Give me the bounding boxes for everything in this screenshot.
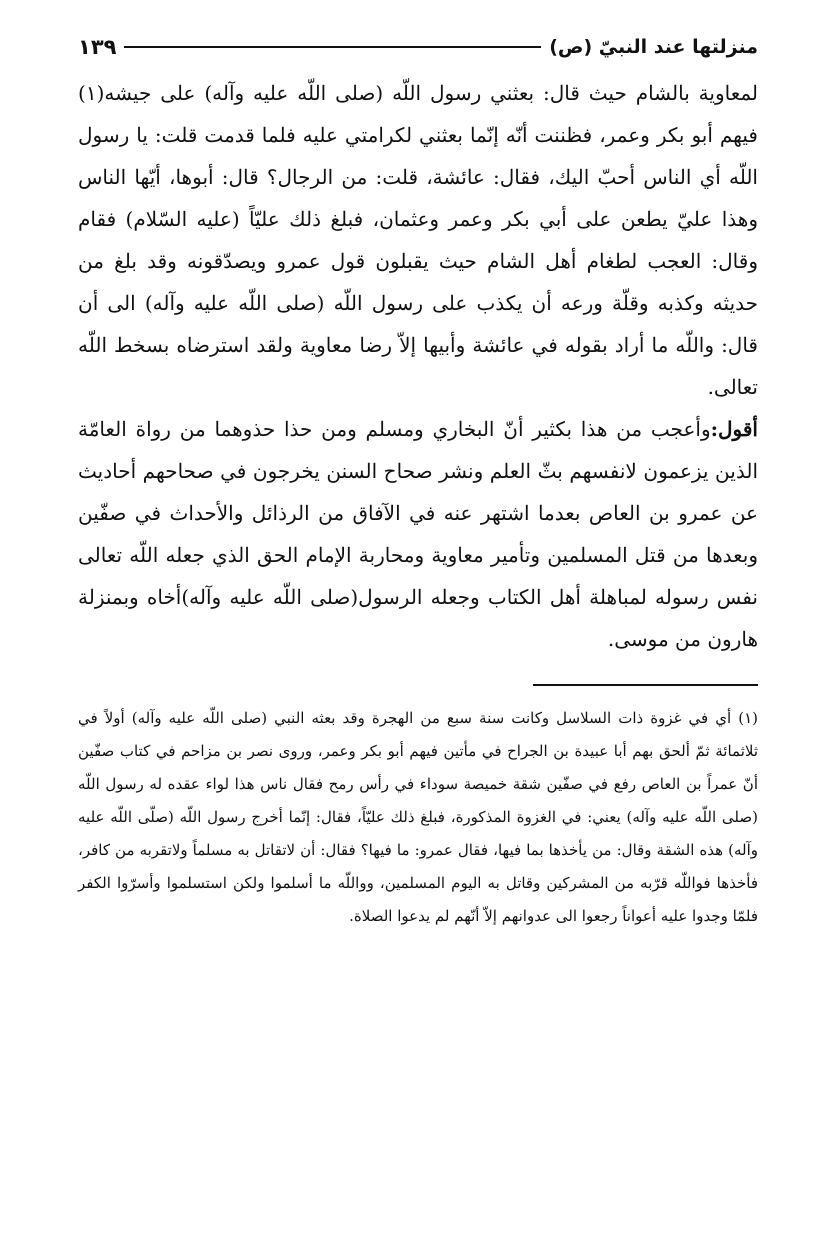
paragraph-2-text: وأعجب من هذا بكثير أنّ البخاري ومسلم ومن حذا حذوهما من رواة العامّة الذين يزعمون لانفسهم بثّ العلم ونشر صحاح السنن يخرجون في صحاحهم أحاديث عن عمرو بن العاص بعدما اشتهر عنه في الآفاق من الرذائل والأحداث في صفّين وبعدها من قتل المسلمين وتأمير معاوية ومحاربة الإمام الحق الذي جعله اللّه تعالى نفس رسوله لمباهلة أهل الكتاب وجعله الرسول(صلى اللّه عليه وآله)أخاه وبمنزلة هارون من موسى. [78,417,758,651]
running-title: منزلتها عند النبيّ (ص) [549,36,758,58]
paragraph-2 [78,408,758,660]
paragraph-2-lead: أقول: [710,417,758,441]
page-number: ١٣٩ [78,35,117,59]
footnotes [78,702,758,933]
book-page [78,30,758,933]
page-header [78,30,758,64]
main-text [78,72,758,660]
footnote-separator [533,684,758,686]
header-rule [124,46,541,48]
paragraph-1: لمعاوية بالشام حيث قال: بعثني رسول اللّه (صلى اللّه عليه وآله) على جيشه(١) فيهم أبو بكر وعمر، فظننت أنّه إنّما بعثني لكرامتي عليه فلما قدمت قلت: يا رسول اللّه أي الناس أحبّ اليك، فقال: عائشة، قلت: من الرجال؟ قال: أبوها، أيّها الناس وهذا عليّ يطعن على أبي بكر وعمر وعثمان، فبلغ ذلك عليّاً (عليه السّلام) فقام وقال: العجب لطغام أهل الشام حيث يقبلون قول عمرو ويصدّقونه وقد بلغ من حديثه وكذبه وقلّة ورعه أن يكذب على رسول اللّه (صلى اللّه عليه وآله) الى أن قال: واللّه ما أراد بقوله في عائشة وأبيها إلاّ رضا معاوية ولقد استرضاه بسخط اللّه تعالى. [78,81,758,399]
footnote-1: (١) أي في غزوة ذات السلاسل وكانت سنة سبع من الهجرة وقد بعثه النبي (صلى اللّه عليه وآله) أولاً في ثلاثمائة ثمّ ألحق بهم أبا عبيدة بن الجراح في مأتين فيهم أبو بكر وعمر، وروى نصر بن مزاحم في كتاب صفّين أنّ عمراً بن العاص رفع في صفّين شقة خميصة سوداء في رأس رمح فقال ناس هذا لواء عقده له رسول اللّه (صلى اللّه عليه وآله) يعني: في الغزوة المذكورة، فبلغ ذلك عليّاً، فقال: إنّما أخرج رسول اللّه (صلّى اللّه عليه وآله) هذه الشقة وقال: من يأخذها بما فيها، فقال عمرو: ما فيها؟ فقال: أن لاتقاتل به مسلماً ولاتقربه من كافر، فأخذها فواللّه قرّبه من المشركين وقاتل به اليوم المسلمين، وواللّه ما أسلموا ولكن استسلموا وأسرّوا الكفر فلمّا وجدوا عليه أعواناً رجعوا الى عدوانهم إلاّ أنّهم لم يدعوا الصلاة. [78,709,758,925]
